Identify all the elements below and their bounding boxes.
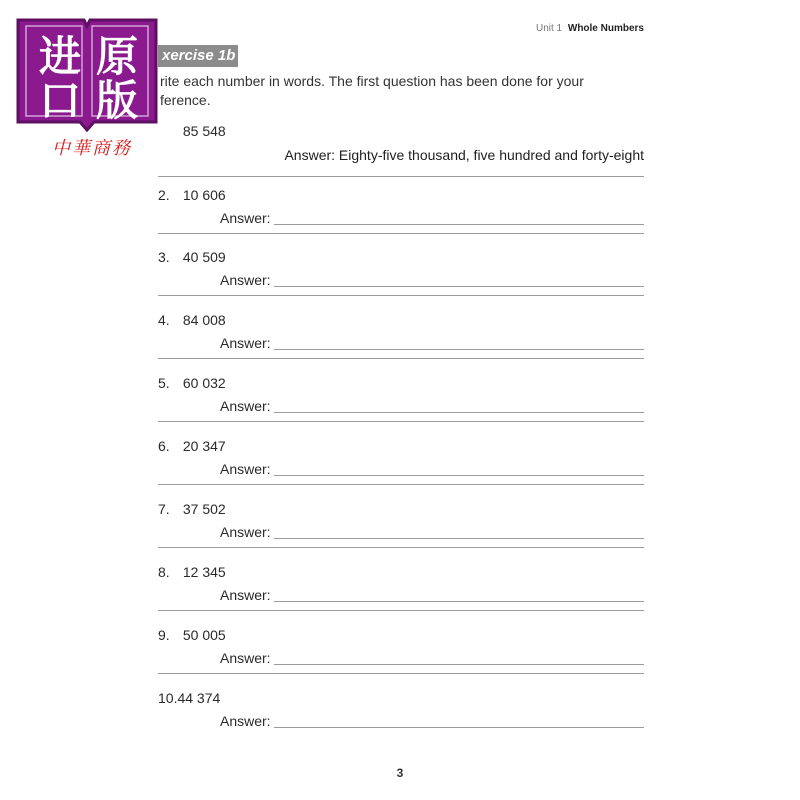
- unit-title: Whole Numbers: [567, 23, 644, 34]
- question-6: [158, 438, 644, 501]
- question-value: 20 347: [182, 438, 226, 454]
- question-divider: [158, 547, 644, 548]
- answer-label: Answer:: [220, 210, 271, 226]
- logo-char-4: 版: [95, 76, 138, 125]
- answer-row: [220, 147, 644, 165]
- answer-line[interactable]: [274, 286, 644, 287]
- answer-line[interactable]: [274, 349, 644, 350]
- question-number: 2.: [158, 187, 170, 203]
- page-number: 3: [396, 766, 404, 780]
- question-value: 60 032: [182, 375, 226, 391]
- running-header: [536, 23, 644, 34]
- answer-row: [220, 272, 644, 290]
- publisher-signature: 中華商務: [52, 138, 132, 159]
- question-head: [158, 690, 220, 706]
- question-9: [158, 627, 644, 690]
- question-number: 9.: [158, 627, 170, 643]
- question-value: 10 606: [182, 187, 226, 203]
- question-value: 44 374: [177, 690, 221, 706]
- question-value: 50 005: [182, 627, 226, 643]
- question-head: [158, 501, 226, 517]
- question-divider: [158, 233, 644, 234]
- question-head: [158, 564, 226, 580]
- question-head: [158, 438, 226, 454]
- answer-label: Answer:: [220, 272, 271, 288]
- instructions: [160, 72, 630, 110]
- answer-row: [220, 210, 644, 228]
- instructions-line-2: ference.: [160, 92, 211, 108]
- answer-label: Answer:: [220, 461, 271, 477]
- logo-char-2: 原: [95, 32, 138, 81]
- question-divider: [158, 295, 644, 296]
- answer-row: [220, 524, 644, 542]
- question-number: 7.: [158, 501, 170, 517]
- question-4: [158, 312, 644, 375]
- question-2: [158, 187, 644, 250]
- answer-label: Answer:: [220, 713, 271, 729]
- logo-char-1: 进: [38, 32, 81, 81]
- question-number: 3.: [158, 249, 170, 265]
- question-head: [158, 375, 226, 391]
- import-original-logo: [12, 12, 162, 162]
- question-number: 8.: [158, 564, 170, 580]
- question-value: 40 509: [182, 249, 226, 265]
- question-head: [158, 123, 226, 139]
- question-10: [158, 690, 644, 753]
- logo-char-3: 口: [38, 76, 81, 125]
- question-number: 6.: [158, 438, 170, 454]
- exercise-title: xercise 1b: [158, 45, 238, 67]
- answer-label: Answer:: [220, 398, 271, 414]
- answer-row: [220, 650, 644, 668]
- question-number: 5.: [158, 375, 170, 391]
- question-7: [158, 501, 644, 564]
- question-1: [158, 123, 644, 186]
- question-divider: [158, 176, 644, 177]
- answer-line[interactable]: [274, 224, 644, 225]
- answer-line[interactable]: [274, 538, 644, 539]
- answer-row: [220, 587, 644, 605]
- question-8: [158, 564, 644, 627]
- answer-row: [220, 461, 644, 479]
- question-value: 85 548: [182, 123, 226, 139]
- question-head: [158, 187, 226, 203]
- question-head: [158, 627, 226, 643]
- question-5: [158, 375, 644, 438]
- answer-label: Answer:: [220, 587, 271, 603]
- question-divider: [158, 358, 644, 359]
- question-number: 10.: [158, 690, 178, 706]
- question-value: 12 345: [182, 564, 226, 580]
- question-head: [158, 249, 226, 265]
- answer-line[interactable]: [274, 664, 644, 665]
- question-value: 37 502: [182, 501, 226, 517]
- answer-row: [220, 335, 644, 353]
- answer-row: [220, 398, 644, 416]
- question-divider: [158, 610, 644, 611]
- answer-line[interactable]: [274, 601, 644, 602]
- example-answer: Answer: Eighty-five thousand, five hundred and forty-eight: [284, 147, 644, 163]
- unit-label: Unit 1: [535, 23, 563, 34]
- question-head: [158, 312, 226, 328]
- answer-label: Answer:: [220, 524, 271, 540]
- answer-row: [220, 713, 644, 731]
- answer-label: Answer:: [220, 650, 271, 666]
- question-divider: [158, 484, 644, 485]
- question-number: 4.: [158, 312, 170, 328]
- answer-line[interactable]: [274, 412, 644, 413]
- answer-line[interactable]: [274, 727, 644, 728]
- instructions-line-1: rite each number in words. The first question has been done for your: [160, 73, 584, 89]
- question-divider: [158, 673, 644, 674]
- question-3: [158, 249, 644, 312]
- question-divider: [158, 421, 644, 422]
- question-value: 84 008: [182, 312, 226, 328]
- answer-line[interactable]: [274, 475, 644, 476]
- answer-label: Answer:: [220, 335, 271, 351]
